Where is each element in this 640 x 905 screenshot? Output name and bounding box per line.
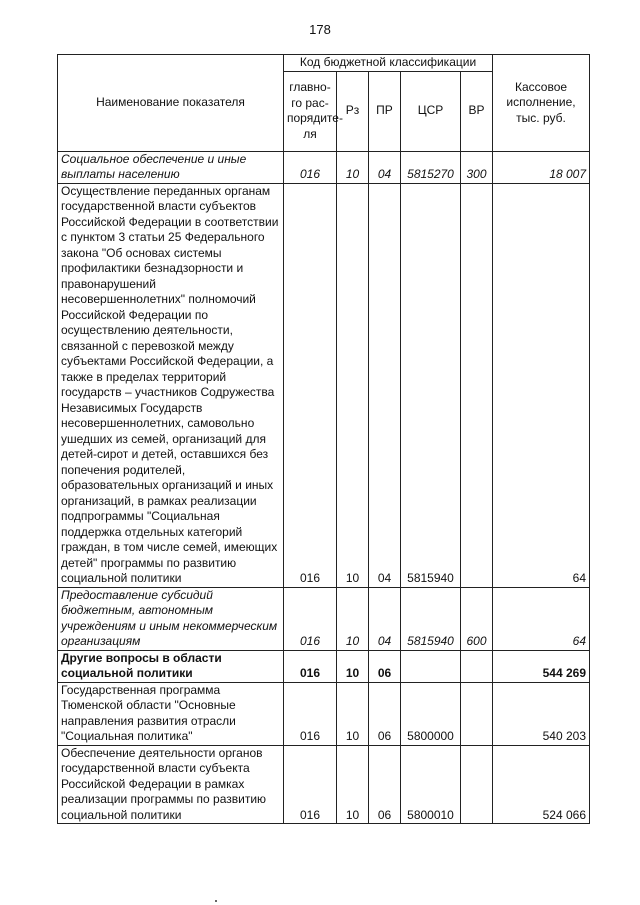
row-amount: 18 007 [493,151,590,183]
table-row [58,650,590,682]
row-csr: 5815940 [401,183,461,587]
row-pr: 06 [369,682,401,745]
table-row [58,183,590,587]
row-vr [461,745,493,824]
row-amount: 64 [493,183,590,587]
table-row [58,587,590,650]
row-vr: 300 [461,151,493,183]
row-vr [461,682,493,745]
row-pr: 06 [369,650,401,682]
header-glav-column: главно-го рас-порядите-ля [284,71,337,151]
row-amount: 544 269 [493,650,590,682]
row-glav: 016 [284,183,337,587]
header-name-column: Наименование показателя [58,55,284,152]
row-vr [461,650,493,682]
row-name: Осуществление переданных органам государственной власти субъектов Российской Федерации в соответствии с пунктом 3 статьи 25 Федерального закона "Об основах системы профилактики безнадзорности и правонарушений несовершеннолетних" полномочий Российской Федерации по осуществлению деятельности, связанной с перевозкой между субъектами Российской Федерации, а также в пределах территорий государств – участников Содружества Независимых Государств несовершеннолетних, самовольно ушедших из семей, организаций для детей-сирот и детей, оставшихся без попечения родителей, образовательных организаций и иных организаций, в рамках реализации подпрограммы "Социальная поддержка отдельных категорий граждан, в том числе семей, имеющих детей" программы по развитию социальной политики [58,183,284,587]
row-rz: 10 [337,587,369,650]
row-name: Обеспечение деятельности органов государственной власти субъекта Российской Федерации в рамках реализации программы по развитию социальной политики [58,745,284,824]
row-rz: 10 [337,151,369,183]
row-glav: 016 [284,151,337,183]
header-rz-column: Рз [337,71,369,151]
row-name: Социальное обеспечение и иные выплаты населению [58,151,284,183]
row-pr: 04 [369,587,401,650]
row-vr [461,183,493,587]
table-row [58,151,590,183]
row-glav: 016 [284,650,337,682]
header-vr-column: ВР [461,71,493,151]
row-csr: 5800010 [401,745,461,824]
row-vr: 600 [461,587,493,650]
row-csr [401,650,461,682]
row-name: Предоставление субсидий бюджетным, автономным учреждениям и иным некоммерческим организациям [58,587,284,650]
row-pr: 04 [369,183,401,587]
row-rz: 10 [337,650,369,682]
row-rz: 10 [337,745,369,824]
header-classification-group: Код бюджетной классификации [284,55,493,72]
row-csr: 5800000 [401,682,461,745]
scan-speck [215,900,217,902]
row-rz: 10 [337,183,369,587]
header-pr-column: ПР [369,71,401,151]
row-csr: 5815270 [401,151,461,183]
row-name: Государственная программа Тюменской области "Основные направления развития отрасли "Социальная политика" [58,682,284,745]
row-amount: 64 [493,587,590,650]
header-amount-column: Кассовое исполнение, тыс. руб. [493,55,590,152]
row-pr: 04 [369,151,401,183]
budget-table [57,54,590,824]
row-amount: 540 203 [493,682,590,745]
row-amount: 524 066 [493,745,590,824]
row-csr: 5815940 [401,587,461,650]
header-csr-column: ЦСР [401,71,461,151]
row-glav: 016 [284,587,337,650]
table-row [58,682,590,745]
page-number: 178 [309,22,331,37]
row-pr: 06 [369,745,401,824]
row-rz: 10 [337,682,369,745]
row-glav: 016 [284,682,337,745]
table-row [58,745,590,824]
row-glav: 016 [284,745,337,824]
row-name: Другие вопросы в области социальной политики [58,650,284,682]
